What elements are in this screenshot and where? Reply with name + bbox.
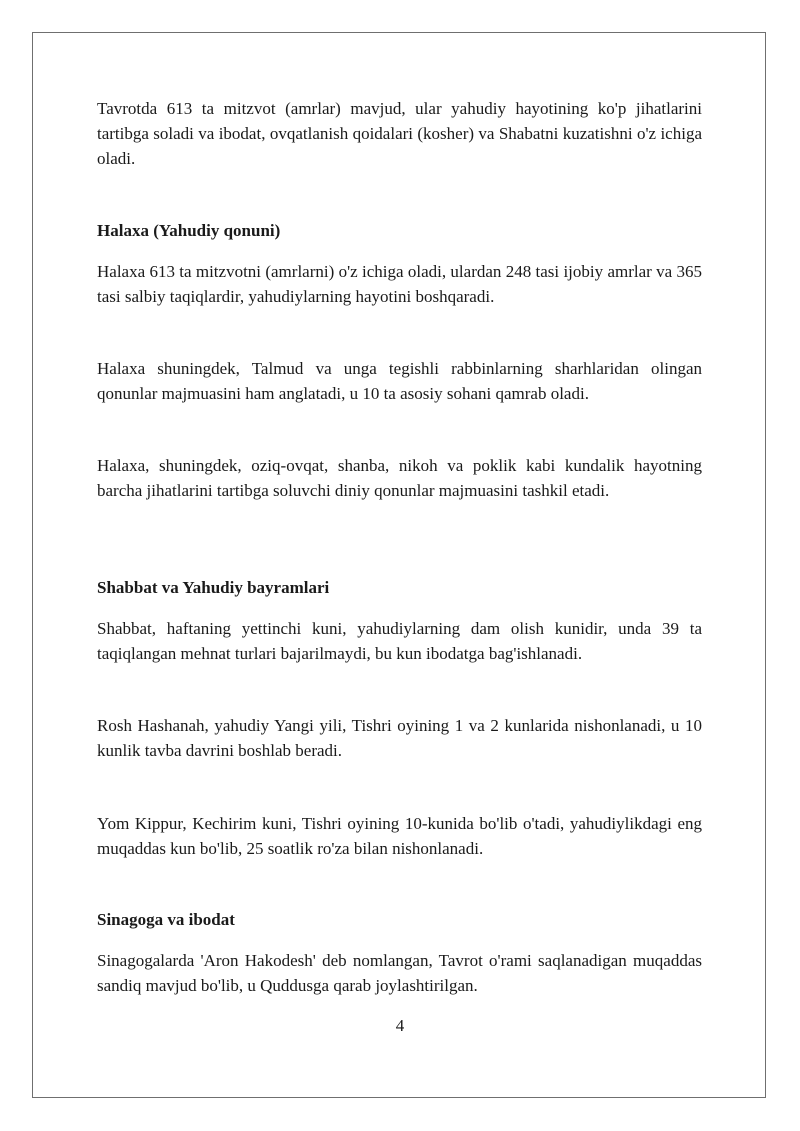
heading-halaxa: Halaxa (Yahudiy qonuni): [97, 221, 281, 240]
heading-shabbat: Shabbat va Yahudiy bayramlari: [97, 578, 330, 597]
paragraph-halaxa-daily-life: Halaxa, shuningdek, oziq-ovqat, shanba, nikoh va poklik kabi kundalik hayotning barcha jihatlarini tartibga soluvchi diniy qonunlar majmuasini tashkil etadi.: [97, 456, 702, 500]
paragraph-yom-kippur: Yom Kippur, Kechirim kuni, Tishri oyining 10-kunida bo'lib o'tadi, yahudiylikdagi eng muqaddas kun bo'lib, 25 soatlik ro'za bilan nishonlanadi.: [97, 814, 702, 858]
page-frame: [32, 32, 766, 1098]
page-number: 4: [395, 1016, 405, 1035]
paragraph-halaxa-talmud: Halaxa shuningdek, Talmud va unga tegishli rabbinlarning sharhlaridan olingan qonunlar majmuasini ham anglatadi, u 10 ta asosiy sohani qamrab oladi.: [97, 359, 702, 403]
paragraph-shabbat: Shabbat, haftaning yettinchi kuni, yahudiylarning dam olish kunidir, unda 39 ta taqiqlangan mehnat turlari bajarilmaydi, bu kun ibodatga bag'ishlanadi.: [97, 619, 702, 663]
heading-sinagoga: Sinagoga va ibodat: [97, 910, 235, 929]
paragraph-rosh-hashanah: Rosh Hashanah, yahudiy Yangi yili, Tishri oyining 1 va 2 kunlarida nishonlanadi, u 10 kunlik tavba davrini boshlab beradi.: [97, 716, 702, 760]
paragraph-mitzvot: Tavrotda 613 ta mitzvot (amrlar) mavjud, ular yahudiy hayotining ko'p jihatlarini tartibga soladi va ibodat, ovqatlanish qoidalari (kosher) va Shabatni kuzatishni o'z ichiga oladi.: [97, 99, 702, 168]
paragraph-sinagoga: Sinagogalarda 'Aron Hakodesh' deb nomlangan, Tavrot o'rami saqlanadigan muqaddas sandiq mavjud bo'lib, u Quddusga qarab joylashtirilgan.: [97, 951, 702, 995]
paragraph-halaxa-mitzvot: Halaxa 613 ta mitzvotni (amrlarni) o'z ichiga oladi, ulardan 248 tasi ijobiy amrlar va 365 tasi salbiy taqiqlardir, yahudiylarning hayotini boshqaradi.: [97, 262, 702, 306]
